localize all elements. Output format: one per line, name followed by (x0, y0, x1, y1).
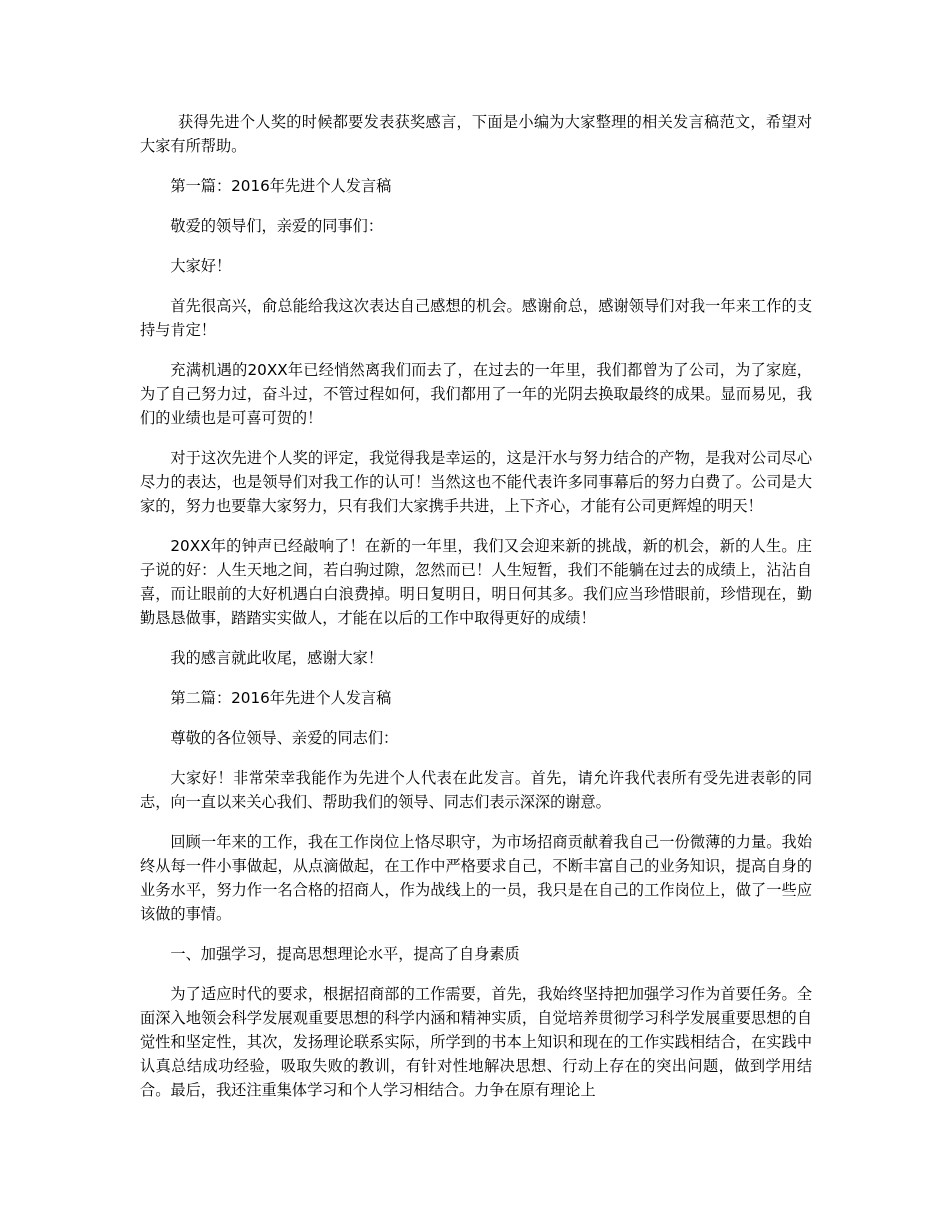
salutation-1: 敬爱的领导们，亲爱的同事们： (170, 217, 384, 235)
section-heading-1: 第一篇：2016年先进个人发言稿 (170, 177, 392, 195)
greeting-1: 大家好！ (170, 257, 232, 275)
body-paragraph: 对于这次先进个人奖的评定，我觉得我是幸运的，这是汗水与努力结合的产物，是我对公司尽心尽力的表达，也是领导们对我工作的认可！当然这也不能代表许多同事幕后的努力白费了。公司是大家的，努力也要靠大家努力，只有我们大家携手共进，上下齐心，才能有公司更辉煌的明天！ (140, 449, 812, 515)
intro-paragraph: 获得先进个人奖的时候都要发表获奖感言，下面是小编为大家整理的相关发言稿范文，希望对大家有所帮助。 (140, 113, 812, 155)
document-body (140, 110, 812, 1118)
body-paragraph: 首先很高兴，俞总能给我这次表达自己感想的机会。感谢俞总，感谢领导们对我一年来工作的支持与肯定！ (140, 297, 812, 339)
subheading: 一、加强学习，提高思想理论水平，提高了自身素质 (170, 945, 520, 963)
body-paragraph: 充满机遇的20XX年已经悄然离我们而去了，在过去的一年里，我们都曾为了公司，为了家庭，为了自己努力过，奋斗过，不管过程如何，我们都用了一年的光阴去换取最终的成果。显而易见，我们的业绩也是可喜可贺的！ (140, 361, 812, 427)
body-paragraph: 20XX年的钟声已经敲响了！在新的一年里，我们又会迎来新的挑战，新的机会，新的人生。庄子说的好：人生天地之间，若白驹过隙，忽然而已！人生短暂，我们不能躺在过去的成绩上，沾沾自喜，而让眼前的大好机遇白白浪费掉。明日复明日，明日何其多。我们应当珍惜眼前，珍惜现在，勤勤恳恳做事，踏踏实实做人，才能在以后的工作中取得更好的成绩！ (140, 537, 812, 627)
closing-paragraph: 我的感言就此收尾，感谢大家！ (170, 649, 384, 667)
body-paragraph: 回顾一年来的工作，我在工作岗位上恪尽职守，为市场招商贡献着我自己一份微薄的力量。我始终从每一件小事做起，从点滴做起，在工作中严格要求自己，不断丰富自己的业务知识，提高自身的业务水平，努力作一名合格的招商人，作为战线上的一员，我只是在自己的工作岗位上，做了一些应该做的事情。 (140, 833, 812, 923)
body-paragraph: 为了适应时代的要求，根据招商部的工作需要，首先，我始终坚持把加强学习作为首要任务。全面深入地领会科学发展观重要思想的科学内涵和精神实质，自觉培养贯彻学习科学发展重要思想的自觉性和坚定性，其次，发扬理论联系实际，所学到的书本上知识和现在的工作实践相结合，在实践中认真总结成功经验，吸取失败的教训，有针对性地解决思想、行动上存在的突出问题，做到学用结合。最后，我还注重集体学习和个人学习相结合。力争在原有理论上 (140, 985, 812, 1099)
body-paragraph: 大家好！非常荣幸我能作为先进个人代表在此发言。首先，请允许我代表所有受先进表彰的同志，向一直以来关心我们、帮助我们的领导、同志们表示深深的谢意。 (140, 769, 812, 811)
section-heading-2: 第二篇：2016年先进个人发言稿 (170, 689, 392, 707)
salutation-2: 尊敬的各位领导、亲爱的同志们： (170, 729, 399, 747)
